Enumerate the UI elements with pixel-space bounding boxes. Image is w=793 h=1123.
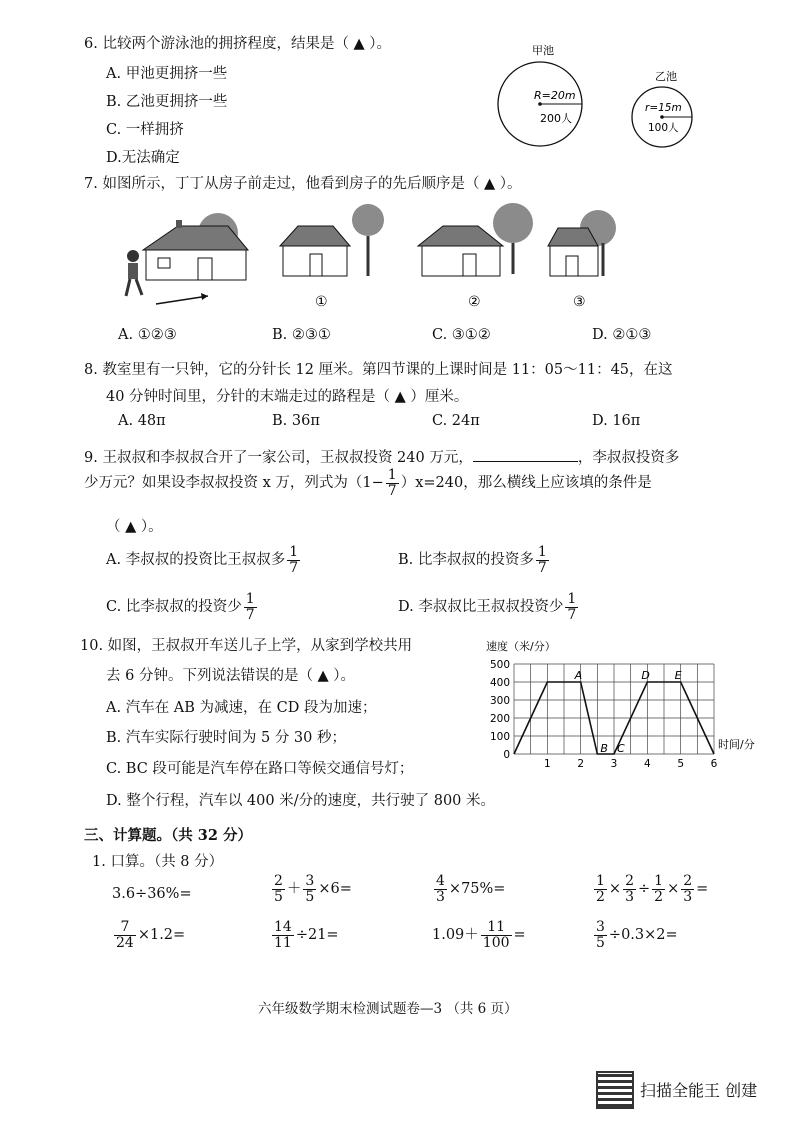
x-tick-label: 6	[710, 758, 718, 770]
calc-r2c1: $\frac{7}{24}$ ×1.2=	[116, 919, 186, 951]
calc-r1c2: $\frac{2}{5}$ ＋ $\frac{3}{5}$ ×6=	[274, 873, 352, 905]
x-tick-label: 5	[677, 758, 685, 770]
q8-option-a: A. 48π	[118, 413, 166, 429]
pool-yi-name: 乙池	[655, 70, 677, 83]
calc-r1c1: 3.6÷36%=	[112, 886, 192, 902]
q9-line1-start: 9. 王叔叔和李叔叔合开了一家公司，王叔叔投资 240 万元，	[84, 450, 473, 466]
q9-option-c: C. 比李叔叔的投资少 $\frac{1}{7}$	[106, 591, 255, 623]
y-tick-label: 500	[489, 659, 510, 671]
y-tick-label: 100	[489, 731, 510, 743]
q8-option-c: C. 24π	[432, 413, 480, 429]
q9-line1	[84, 446, 679, 467]
q10-option-c: C. BC 段可能是汽车停在路口等候交通信号灯；	[106, 761, 414, 777]
pool-jia-name: 甲池	[532, 44, 554, 57]
calc-r2c4: $\frac{3}{5}$ ÷0.3×2=	[596, 919, 678, 951]
calc-r2c2: $\frac{14}{11}$ ÷21=	[274, 919, 339, 951]
point-label: A	[574, 669, 583, 682]
q8-line2: 40 分钟时间里，分针的末端走过的路程是（ ▲ ）厘米。	[106, 389, 469, 405]
q6-option-d: D.无法确定	[106, 150, 180, 166]
page-footer: 六年级数学期末检测试题卷—3 （共 6 页）	[258, 1001, 518, 1017]
pool-yi-center	[660, 115, 664, 119]
pool-yi-people: 100人	[648, 122, 679, 134]
q9-line1-end: ，李叔叔投资多	[577, 450, 680, 466]
q10-option-a: A. 汽车在 AB 为减速，在 CD 段为加速；	[106, 700, 377, 716]
q9-line2-end: ）x=240，那么横线上应该填的条件是	[400, 475, 652, 492]
point-label: E	[674, 669, 682, 682]
x-tick-label: 3	[610, 758, 618, 770]
y-tick-label: 400	[489, 677, 510, 689]
chart-ylabel: 速度（米/分）	[486, 640, 556, 653]
section3-title: 三、计算题。（共 32 分）	[84, 827, 253, 844]
pool-yi-radius: r=15m	[645, 102, 682, 114]
x-tick-label: 1	[543, 758, 551, 770]
q6-option-c: C. 一样拥挤	[106, 122, 184, 138]
q9-line2-start: 少万元？如果设李叔叔投资 x 万，列式为（1−	[84, 475, 384, 492]
section3-sub: 1. 口算。（共 8 分）	[92, 854, 224, 870]
q8-option-b: B. 36π	[272, 413, 320, 429]
q9-answer-blank	[473, 447, 578, 462]
q8-line1: 8. 教室里有一只钟，它的分针长 12 厘米。第四节课的上课时间是 11：05～11：45，在这	[84, 362, 673, 378]
qr-code-icon	[596, 1071, 634, 1109]
point-label: C	[617, 742, 625, 755]
x-tick-label: 2	[577, 758, 585, 770]
speed-time-chart	[482, 636, 772, 770]
q7-option-b: B. ②③①	[272, 327, 331, 343]
house-label-3: ③	[573, 294, 586, 310]
q7-stem: 7. 如图所示，丁丁从房子前走过，他看到房子的先后顺序是（ ▲ ）。	[84, 176, 522, 192]
q7-option-a: A. ①②③	[118, 327, 177, 343]
scanner-watermark: 扫描全能王 创建	[640, 1081, 758, 1100]
fraction-one-seventh: $\frac{1}{7}$	[387, 467, 397, 499]
house-3-icon	[548, 210, 616, 276]
point-label: D	[641, 669, 650, 682]
q10-line2: 去 6 分钟。下列说法错误的是（ ▲ ）。	[106, 668, 356, 684]
q6-option-b: B. 乙池更拥挤一些	[106, 94, 228, 110]
q7-option-d: D. ②①③	[592, 327, 652, 343]
q6-stem: 6. 比较两个游泳池的拥挤程度，结果是（ ▲ ）。	[84, 36, 392, 52]
q10-line1: 10. 如图，王叔叔开车送儿子上学，从家到学校共用	[80, 638, 413, 654]
calc-r1c3: $\frac{4}{3}$ ×75%=	[436, 873, 506, 905]
q10-option-b: B. 汽车实际行驶时间为 5 分 30 秒；	[106, 730, 346, 746]
calc-r1c4: $\frac{1}{2}$ × $\frac{2}{3}$ ÷ $\frac{1}{2}$ × $\frac{2}{3}$ =	[596, 873, 709, 905]
walking-boy-icon	[126, 250, 142, 296]
q7-houses-picture	[118, 198, 638, 318]
y-tick-label: 200	[489, 713, 510, 725]
house-label-2: ②	[468, 294, 481, 310]
q9-option-d: D. 李叔叔比王叔叔投资少 $\frac{1}{7}$	[398, 591, 577, 623]
q8-option-d: D. 16π	[592, 413, 641, 429]
house-2-icon	[418, 203, 533, 276]
house-label-1: ①	[315, 294, 328, 310]
pool-jia-radius: R=20m	[534, 89, 576, 102]
walk-direction-arrow	[156, 296, 208, 304]
calc-r2c3: 1.09＋ $\frac{11}{100}$ =	[432, 919, 526, 951]
q9-option-a: A. 李叔叔的投资比王叔叔多 $\frac{1}{7}$	[106, 544, 299, 576]
house-1-icon	[280, 204, 384, 276]
chart-xlabel: 时间/分	[718, 738, 755, 751]
q9-line3: （ ▲ ）。	[106, 519, 163, 535]
pool-diagram	[490, 38, 710, 163]
pool-jia-people: 200人	[540, 112, 572, 125]
q10-option-d: D. 整个行程，汽车以 400 米/分的速度，共行驶了 800 米。	[106, 793, 495, 809]
q6-option-a: A. 甲池更拥挤一些	[106, 66, 228, 82]
house-main-icon	[143, 213, 248, 280]
x-tick-label: 4	[643, 758, 651, 770]
point-label: B	[600, 742, 608, 755]
y-tick-label: 0	[503, 749, 510, 761]
pool-jia-center	[538, 102, 542, 106]
q9-line2	[84, 468, 652, 498]
y-tick-label: 300	[489, 695, 510, 707]
q9-option-b: B. 比李叔叔的投资多 $\frac{1}{7}$	[398, 544, 547, 576]
arrow-head-icon	[201, 293, 208, 300]
q7-option-c: C. ③①②	[432, 327, 491, 343]
